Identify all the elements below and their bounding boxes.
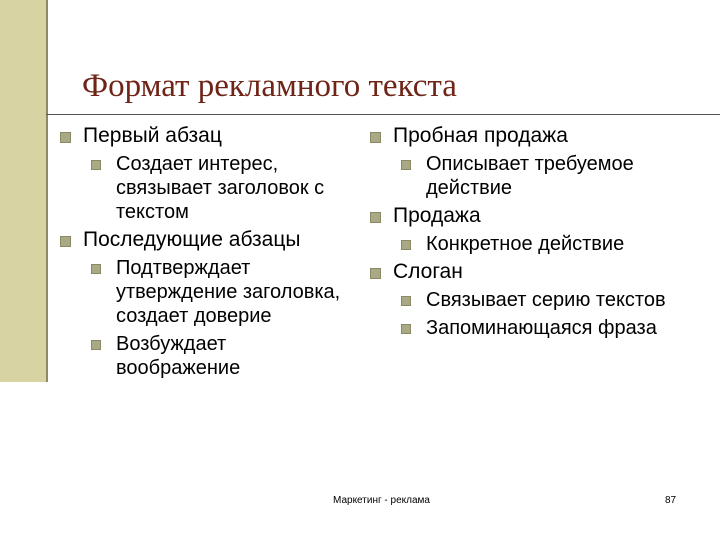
slide-footer: Маркетинг - реклама [333,495,430,506]
square-bullet-icon [370,268,381,279]
sub-bullet-item [58,332,348,380]
side-decoration-band [0,0,46,382]
bullet-text: Создает интерес, связывает заголовок с текстом [116,153,325,223]
sub-bullet-item [368,316,720,340]
bullet-item [58,124,348,148]
sub-bullet-item [368,288,720,312]
square-bullet-icon [401,324,411,334]
sub-bullet-item [368,232,720,256]
square-bullet-icon [401,296,411,306]
bullet-item [368,260,720,284]
side-decoration-edge [46,0,48,382]
bullet-item [58,228,348,252]
sub-bullet-item [368,152,720,200]
bullet-text: Конкретное действие [426,233,625,255]
bullet-text: Подтверждает утверждение заголовка, создает доверие [116,257,341,327]
left-bullet-column [58,124,348,384]
title-divider [46,114,720,115]
square-bullet-icon [370,212,381,223]
page-number: 87 [665,495,677,506]
square-bullet-icon [401,160,411,170]
bullet-item [368,124,720,148]
bullet-text: Последующие абзацы [83,228,301,251]
bullet-item [368,204,720,228]
square-bullet-icon [370,132,381,143]
square-bullet-icon [91,160,101,170]
sub-bullet-item [58,256,348,328]
right-bullet-column [368,124,720,344]
bullet-text: Продажа [393,204,481,227]
bullet-text: Возбуждает воображение [116,333,241,379]
square-bullet-icon [60,132,71,143]
bullet-text: Первый абзац [83,124,222,147]
square-bullet-icon [91,264,101,274]
bullet-text: Описывает требуемое действие [426,153,634,199]
square-bullet-icon [401,240,411,250]
square-bullet-icon [91,340,101,350]
bullet-text: Запоминающаяся фраза [426,317,657,339]
square-bullet-icon [60,236,71,247]
bullet-text: Пробная продажа [393,124,568,147]
bullet-text: Связывает серию текстов [426,289,666,311]
slide-title: Формат рекламного текста [82,68,457,104]
bullet-text: Слоган [393,260,463,283]
sub-bullet-item [58,152,348,224]
